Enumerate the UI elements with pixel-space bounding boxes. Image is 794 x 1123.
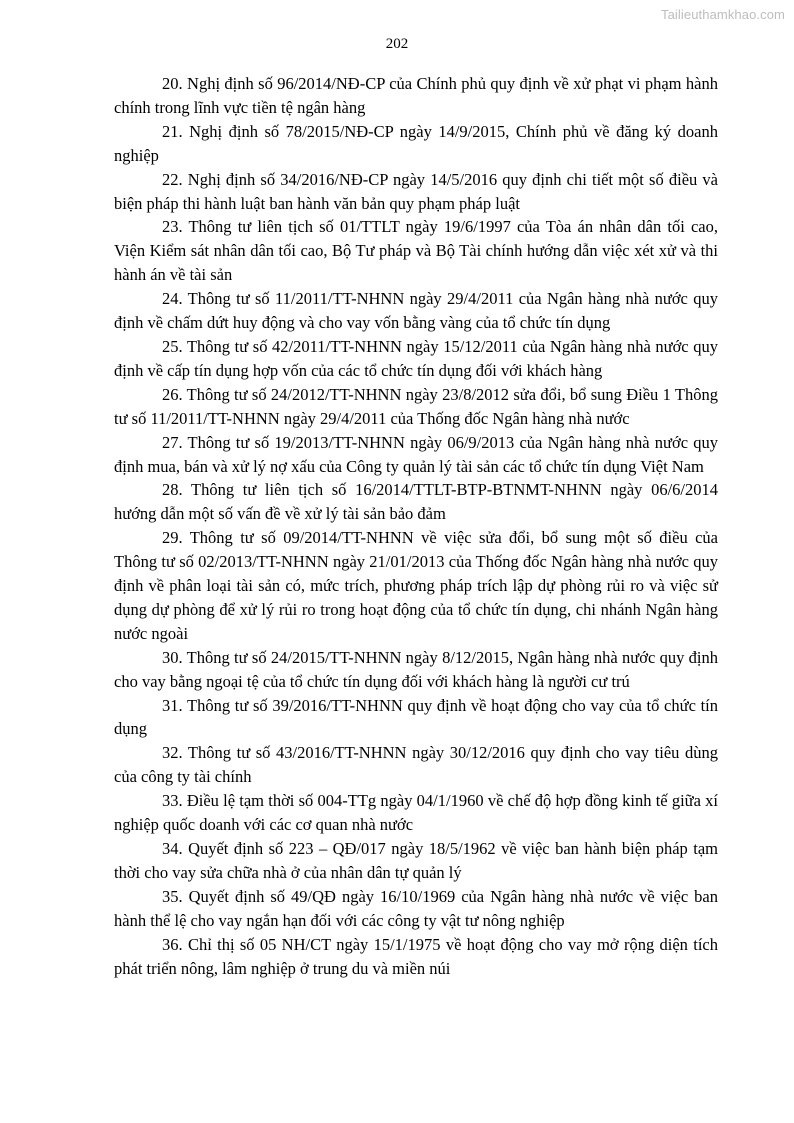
- reference-item: 20. Nghị định số 96/2014/NĐ-CP của Chính phủ quy định về xử phạt vi phạm hành chính trong lĩnh vực tiền tệ ngân hàng: [114, 74, 718, 117]
- reference-item: 21. Nghị định số 78/2015/NĐ-CP ngày 14/9/2015, Chính phủ về đăng ký doanh nghiệp: [114, 121, 718, 165]
- reference-list: [114, 72, 718, 980]
- reference-item: 26. Thông tư số 24/2012/TT-NHNN ngày 23/8/2012 sửa đổi, bổ sung Điều 1 Thông tư số 11/2011/TT-NHNN ngày 29/4/2011 của Thống đốc Ngân hàng nhà nước: [114, 384, 718, 428]
- page-number: 202: [385, 36, 409, 52]
- reference-item: 25. Thông tư số 42/2011/TT-NHNN ngày 15/12/2011 của Ngân hàng nhà nước quy định về cấp tín dụng hợp vốn của các tổ chức tín dụng đối với khách hàng: [114, 336, 718, 380]
- reference-item: 36. Chỉ thị số 05 NH/CT ngày 15/1/1975 về hoạt động cho vay mở rộng diện tích phát triển nông, lâm nghiệp ở trung du và miền núi: [114, 934, 718, 978]
- reference-item: 22. Nghị định số 34/2016/NĐ-CP ngày 14/5/2016 quy định chi tiết một số điều và biện pháp thi hành luật ban hành văn bản quy phạm pháp luật: [114, 169, 718, 213]
- reference-item: 30. Thông tư số 24/2015/TT-NHNN ngày 8/12/2015, Ngân hàng nhà nước quy định cho vay bằng ngoại tệ của tổ chức tín dụng đối với khách hàng là người cư trú: [114, 647, 718, 691]
- reference-item: 29. Thông tư số 09/2014/TT-NHNN về việc sửa đổi, bổ sung một số điều của Thông tư số 02/2013/TT-NHNN ngày 21/01/2013 của Thống đốc Ngân hàng nhà nước quy định về phân loại tài sản có, mức trích, phương pháp trích lập dự phòng rủi ro và việc sử dụng dự phòng để xử lý rủi ro trong hoạt động của tổ chức tín dụng, chi nhánh Ngân hàng nước ngoài: [114, 528, 718, 643]
- reference-item: 35. Quyết định số 49/QĐ ngày 16/10/1969 của Ngân hàng nhà nước về việc ban hành thể lệ cho vay ngắn hạn đối với các công ty vật tư nông nghiệp: [114, 886, 718, 930]
- reference-item: 33. Điều lệ tạm thời số 004-TTg ngày 04/1/1960 về chế độ hợp đồng kinh tế giữa xí nghiệp quốc doanh với các cơ quan nhà nước: [114, 791, 718, 835]
- reference-item: 32. Thông tư số 43/2016/TT-NHNN ngày 30/12/2016 quy định cho vay tiêu dùng của công ty tài chính: [114, 743, 718, 787]
- watermark: Tailieuthamkhao.com: [660, 7, 785, 22]
- reference-item: 24. Thông tư số 11/2011/TT-NHNN ngày 29/4/2011 của Ngân hàng nhà nước quy định về chấm dứt huy động và cho vay vốn bằng vàng của tổ chức tín dụng: [114, 289, 718, 333]
- reference-item: 31. Thông tư số 39/2016/TT-NHNN quy định về hoạt động cho vay của tổ chức tín dụng: [114, 695, 718, 739]
- reference-item: 27. Thông tư số 19/2013/TT-NHNN ngày 06/9/2013 của Ngân hàng nhà nước quy định mua, bán và xử lý nợ xấu của Công ty quản lý tài sản các tổ chức tín dụng Việt Nam: [114, 432, 718, 476]
- reference-item: 23. Thông tư liên tịch số 01/TTLT ngày 19/6/1997 của Tòa án nhân dân tối cao, Viện Kiểm sát nhân dân tối cao, Bộ Tư pháp và Bộ Tài chính hướng dẫn việc xét xử và thi hành án về tài sản: [114, 217, 718, 285]
- reference-item: 28. Thông tư liên tịch số 16/2014/TTLT-BTP-BTNMT-NHNN ngày 06/6/2014 hướng dẫn một số vấn đề về xử lý tài sản bảo đảm: [114, 480, 718, 524]
- reference-item: 34. Quyết định số 223 – QĐ/017 ngày 18/5/1962 về việc ban hành biện pháp tạm thời cho vay sửa chữa nhà ở của nhân dân tự quản lý: [114, 839, 718, 882]
